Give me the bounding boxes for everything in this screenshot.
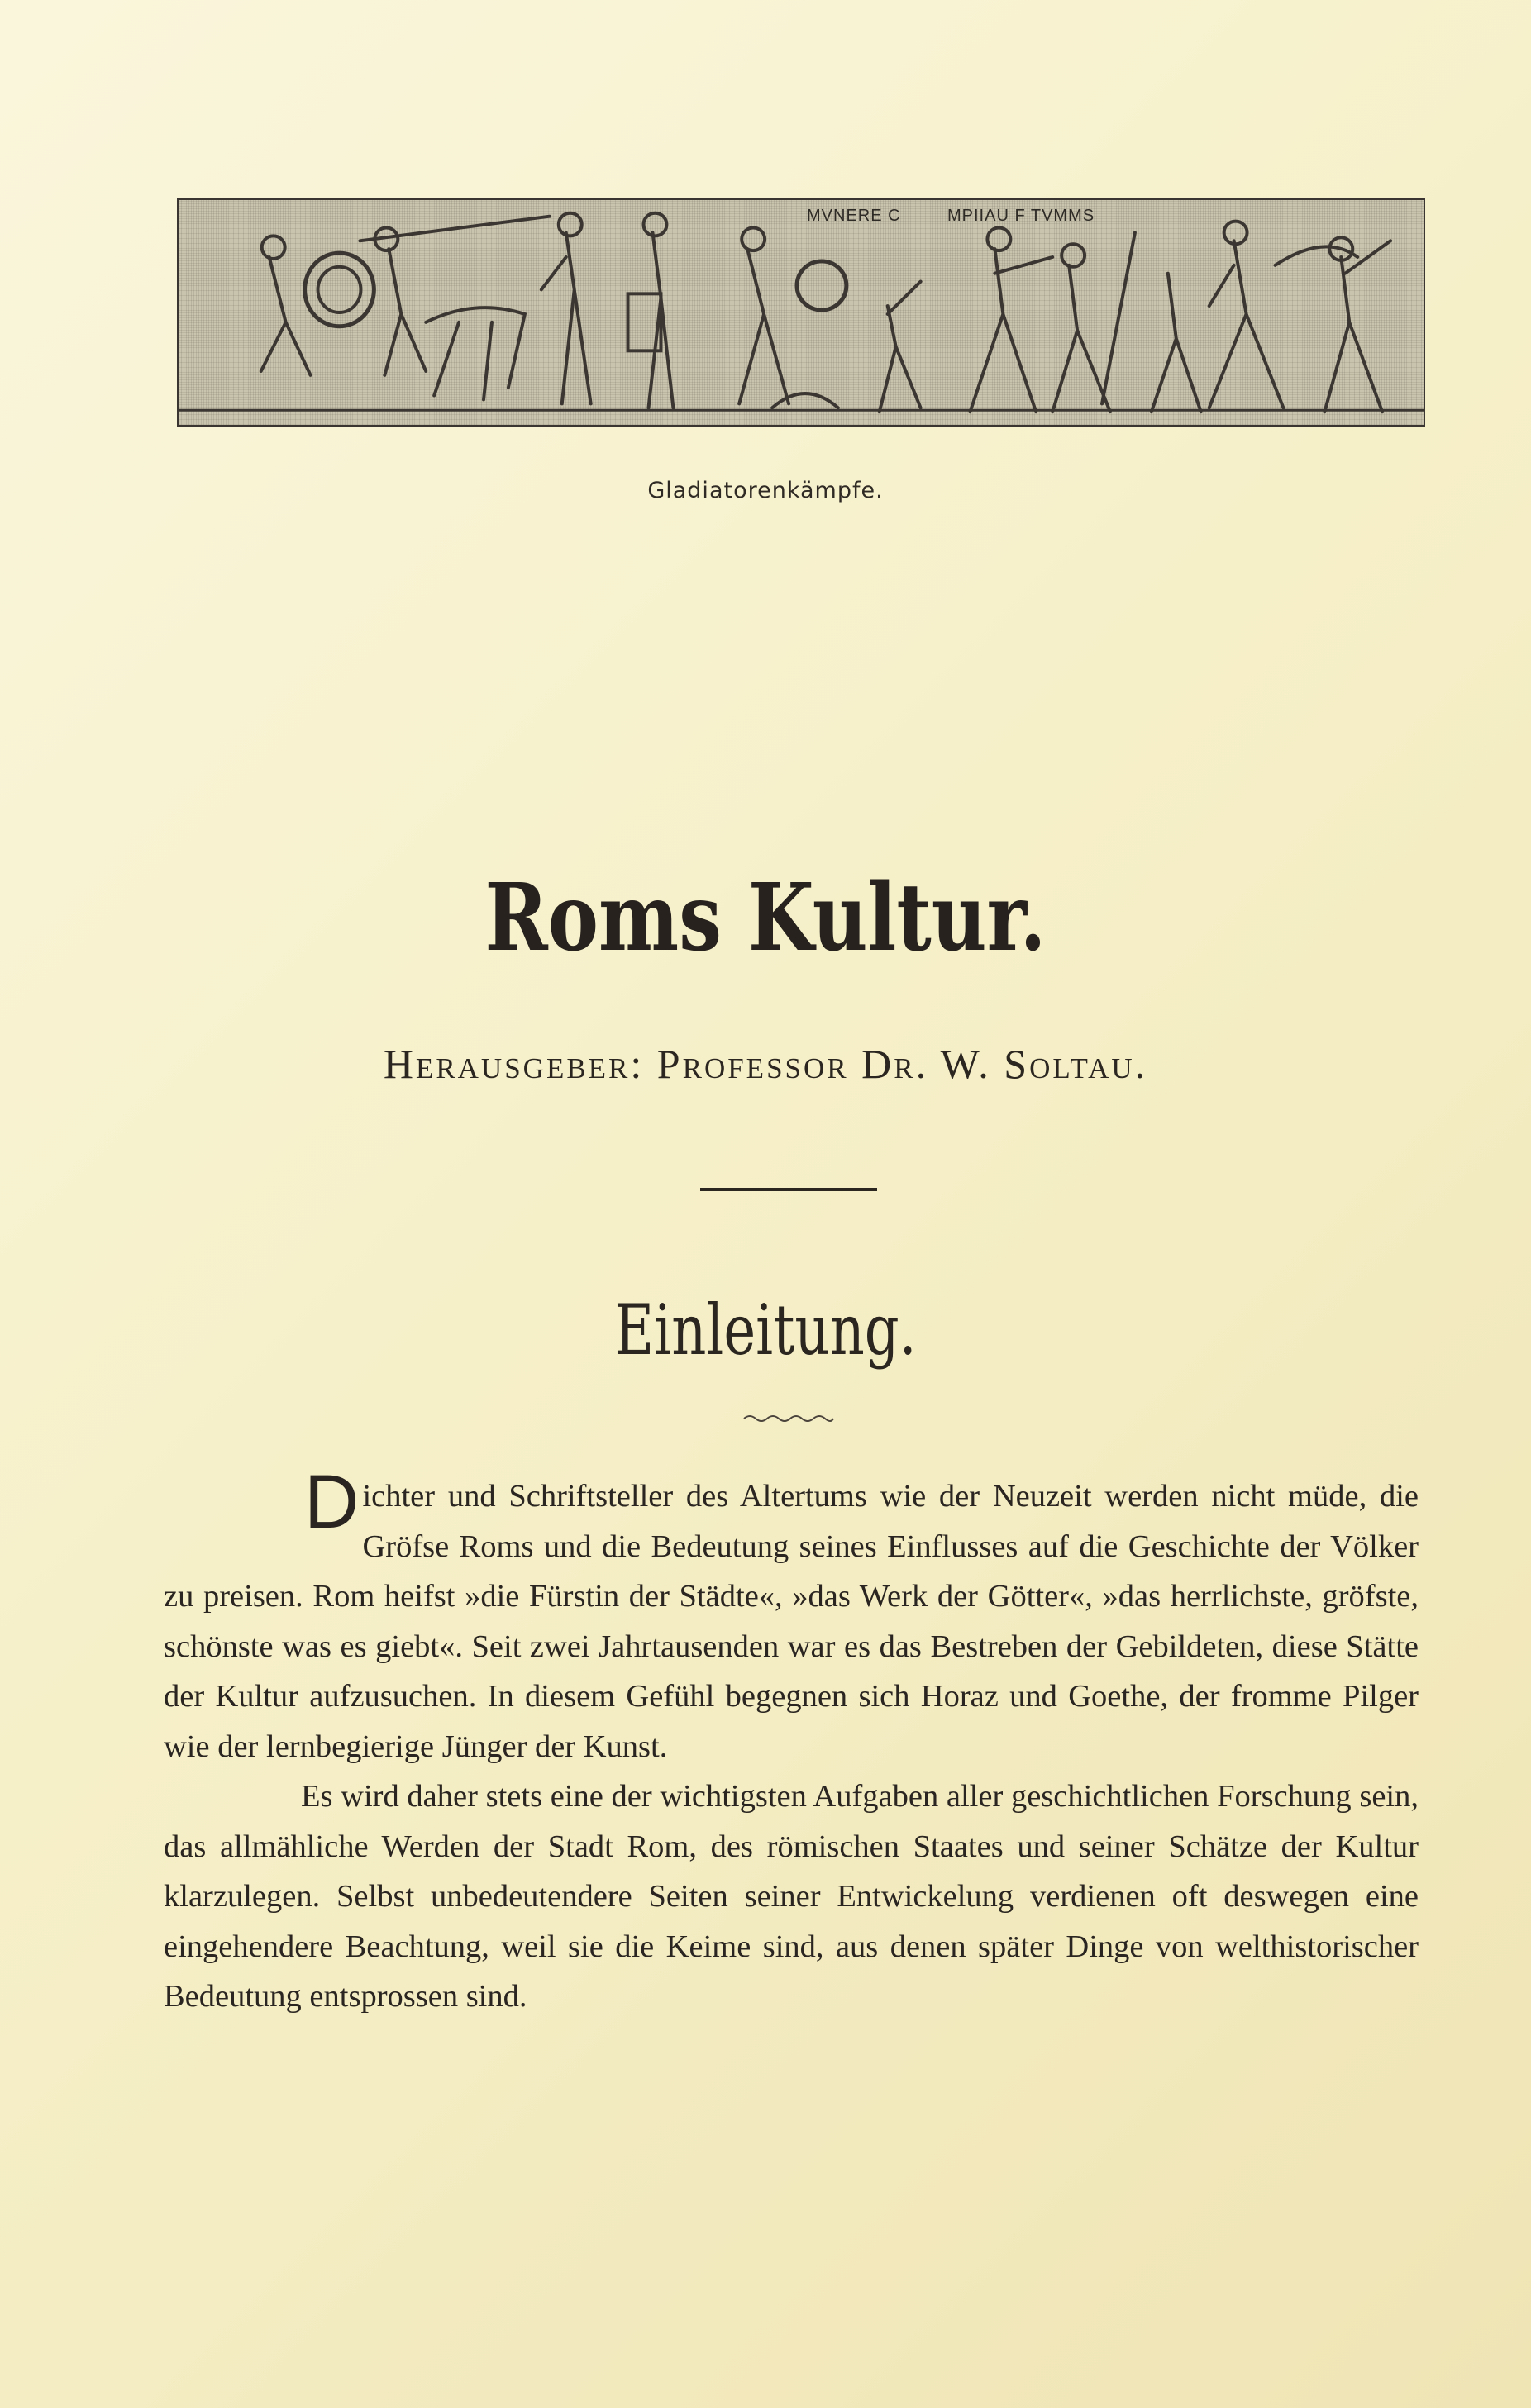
paragraph-1-text: ichter und Schriftsteller des Altertums wie der Neuzeit werden nicht müde, die Gröfse Roms und die Bedeutung seines Einflusses auf die Geschichte der Völker zu preisen. Rom heifst »die Fürstin der Städte«, »das Werk der Götter«, »das herrlichste, gröfste, schönste was es giebt«. Seit zwei Jahrtausenden war es das Bestreben der Gebildeten, diese Stätte der Kultur aufzusuchen. In diesem Gefühl begegnen sich Horaz und Goethe, der fromme Pilger wie der lernbegierige Jünger der Kunst. — [164, 1479, 1419, 1764]
book-title: Roms Kultur. — [484, 864, 1047, 972]
introduction-text — [164, 1460, 1419, 2022]
frieze-relief-figures — [179, 200, 1424, 425]
section-title: Einleitung. — [614, 1290, 917, 1371]
drop-cap: D — [304, 1460, 360, 1544]
paragraph-1 — [164, 1460, 1419, 1771]
gladiator-frieze-illustration — [177, 198, 1425, 427]
paragraph-2: Es wird daher stets eine der wichtigsten Aufgaben aller geschichtlichen Forschung sein, das allmähliche Werden der Stadt Rom, des römischen Staates und seiner Schätze der Kultur klarzulegen. Selbst unbedeutendere Seiten seiner Entwickelung verdienen oft deswegen eine eingehendere Beachtung, weil sie die Keime sind, aus denen später Dinge von welthistorischer Bedeutung entsprossen sind. — [164, 1779, 1419, 2014]
figure-caption: Gladiatorenkämpfe. — [647, 478, 884, 503]
frieze-inscription-left: MVNERE C — [807, 207, 901, 225]
frieze-inscription-right: MPIIAU F TVMMS — [947, 207, 1095, 225]
wave-ornament — [742, 1412, 835, 1425]
title-divider — [700, 1188, 877, 1191]
editor-line: Herausgeber: Professor Dr. W. Soltau. — [383, 1041, 1148, 1087]
